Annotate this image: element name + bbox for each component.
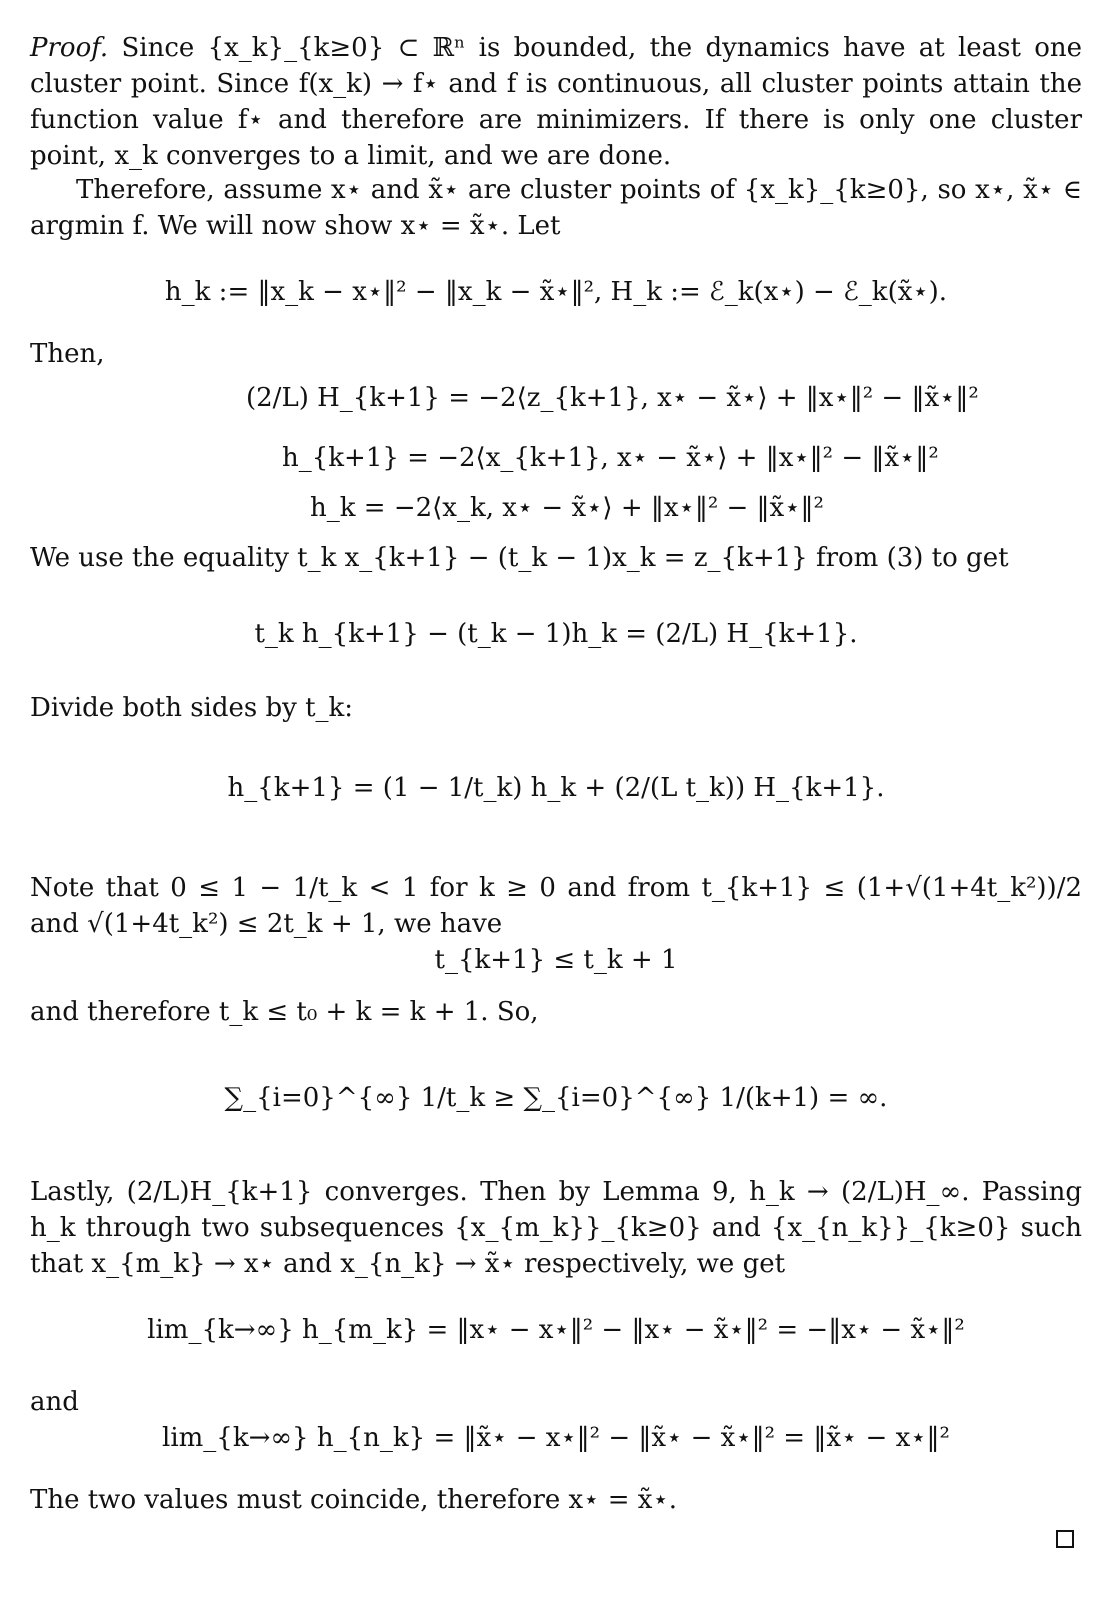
paragraph-intro-text: Since {x_k}_{k≥0} ⊂ ℝⁿ is bounded, the dynamics have at least one cluster point. Since f(x_k) → f⋆ and f is continuous, all cluster points attain the function value f⋆ and therefore are minimizers. If there is only one cluster point, x_k converges to a limit, and we are done. (30, 33, 1083, 171)
equation-system-3: h_k = −2⟨x_k, x⋆ − x̃⋆⟩ + ‖x⋆‖² − ‖x̃⋆‖² (310, 493, 824, 523)
equation-sum: ∑_{i=0}^{∞} 1/t_k ≥ ∑_{i=0}^{∞} 1/(k+1) = ∞. (224, 1083, 888, 1113)
text-and: and (30, 1387, 79, 1417)
paragraph-divide: Divide both sides by t_k: (30, 693, 354, 723)
paragraph-intro (30, 30, 1082, 174)
equation-limit-2: lim_{k→∞} h_{n_k} = ‖x̃⋆ − x⋆‖² − ‖x̃⋆ − x̃⋆‖² = ‖x̃⋆ − x⋆‖² (162, 1423, 950, 1453)
equation-recurrence: t_k h_{k+1} − (t_k − 1)h_k = (2/L) H_{k+1}. (254, 619, 858, 649)
equation-definitions: h_k := ‖x_k − x⋆‖² − ‖x_k − x̃⋆‖², H_k := ℰ_k(x⋆) − ℰ_k(x̃⋆). (164, 277, 948, 307)
paragraph-equality: We use the equality t_k x_{k+1} − (t_k − 1)x_k = z_{k+1} from (3) to get (30, 543, 1009, 573)
equation-divided: h_{k+1} = (1 − 1/t_k) h_k + (2/(L t_k)) H_{k+1}. (227, 773, 885, 803)
paragraph-conclusion: The two values must coincide, therefore x⋆ = x̃⋆. (30, 1485, 677, 1515)
equation-system-1: (2/L) H_{k+1} = −2⟨z_{k+1}, x⋆ − x̃⋆⟩ + ‖x⋆‖² − ‖x̃⋆‖² (246, 383, 979, 413)
proof-label: Proof. (30, 33, 109, 63)
paragraph-therefore: and therefore t_k ≤ t₀ + k = k + 1. So, (30, 997, 539, 1027)
paragraph-assume: Therefore, assume x⋆ and x̃⋆ are cluster points of {x_k}_{k≥0}, so x⋆, x̃⋆ ∈ argmin f. We will now show x⋆ = x̃⋆. Let (30, 175, 1082, 241)
paragraph-lastly: Lastly, (2/L)H_{k+1} converges. Then by Lemma 9, h_k → (2/L)H_∞. Passing h_k through two subsequences {x_{m_k}}_{k≥0} and {x_{n_k}}_{k≥0} such that x_{m_k} → x⋆ and x_{n_k} → x̃⋆ respectively, we get (30, 1177, 1082, 1279)
equation-system-2: h_{k+1} = −2⟨x_{k+1}, x⋆ − x̃⋆⟩ + ‖x⋆‖² − ‖x̃⋆‖² (282, 443, 939, 473)
qed-box-icon (1056, 1530, 1074, 1548)
equation-t-bound: t_{k+1} ≤ t_k + 1 (434, 945, 678, 975)
equation-limit-1: lim_{k→∞} h_{m_k} = ‖x⋆ − x⋆‖² − ‖x⋆ − x̃⋆‖² = −‖x⋆ − x̃⋆‖² (147, 1315, 965, 1345)
paragraph-note: Note that 0 ≤ 1 − 1/t_k < 1 for k ≥ 0 and from t_{k+1} ≤ (1+√(1+4t_k²))/2 and √(1+4t_k²) ≤ 2t_k + 1, we have (30, 873, 1082, 939)
text-then: Then, (30, 339, 105, 369)
